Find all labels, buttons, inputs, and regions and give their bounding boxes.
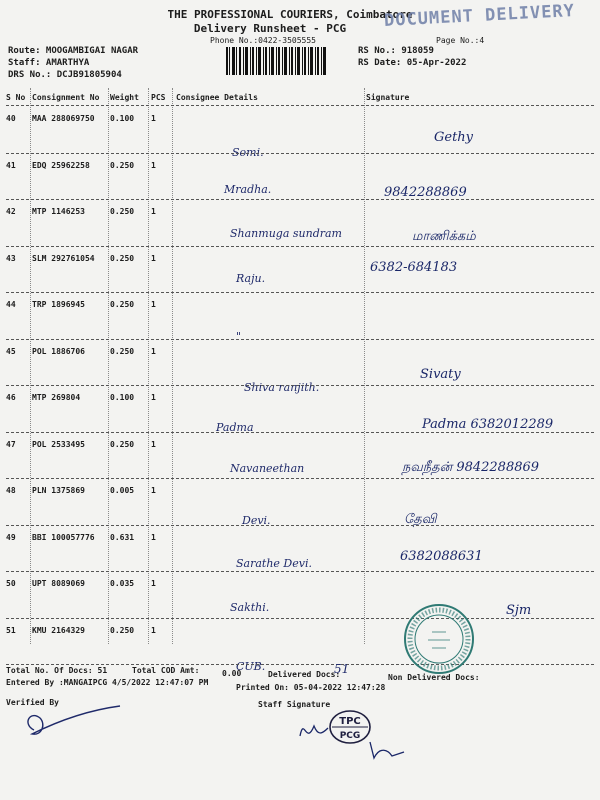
drs-number: DRS No.: DCJB91805904	[8, 70, 122, 80]
row-consignment: MTP 269804	[32, 393, 81, 402]
row-pcs: 1	[151, 300, 156, 309]
row-pcs: 1	[151, 579, 156, 588]
col-consignment: Consignment No	[32, 93, 100, 102]
column-divider	[108, 88, 109, 644]
row-pcs: 1	[151, 160, 156, 170]
row-sno: 42	[6, 207, 16, 216]
col-pcs: PCS	[151, 93, 166, 102]
route-label: Route: MOOGAMBIGAI NAGAR	[8, 46, 139, 56]
row-signature: Gethy	[434, 130, 474, 145]
row-signature: Padma 6382012289	[422, 417, 554, 432]
staff-signature-label: Staff Signature	[258, 700, 331, 709]
row-consignee: "	[236, 330, 242, 343]
document-delivery-stamp: DOCUMENT DELIVERY	[383, 1, 576, 31]
col-consignee: Consignee Details	[176, 93, 258, 102]
company-round-seal	[402, 602, 476, 676]
tpc-stamp-top: TPC	[339, 716, 361, 727]
row-divider	[6, 525, 594, 526]
row-divider	[6, 292, 594, 293]
tpc-stamp	[328, 708, 372, 746]
row-signature: 6382088631	[400, 548, 483, 564]
row-weight: 0.250	[110, 207, 135, 216]
col-signature: Signature	[366, 93, 410, 102]
row-consignment: UPT 8089069	[32, 579, 85, 588]
row-divider	[6, 664, 594, 665]
delivered-docs-value: 51	[334, 662, 350, 676]
row-weight: 0.100	[110, 393, 135, 402]
row-consignment: KMU 2164329	[32, 625, 85, 635]
row-sno: 50	[6, 579, 16, 588]
delivered-docs-label: Delivered Docs:	[268, 670, 341, 679]
row-pcs: 1	[151, 114, 156, 123]
row-pcs: 1	[151, 532, 156, 542]
row-sno: 45	[6, 346, 16, 356]
row-weight: 0.005	[110, 486, 135, 495]
row-pcs: 1	[151, 439, 156, 449]
row-signature: மாணிக்கம்	[412, 229, 476, 244]
row-signature: நவநீதன் 9842288869	[402, 459, 540, 475]
total-cod-value: 0.00	[222, 669, 242, 678]
verified-by-label: Verified By	[6, 698, 59, 707]
verifier-signature-image	[20, 700, 130, 740]
row-divider	[6, 199, 594, 200]
row-signature: 6382-684183	[370, 259, 458, 275]
row-weight: 0.250	[110, 253, 135, 263]
row-sno: 51	[6, 625, 16, 635]
row-pcs: 1	[151, 486, 156, 495]
barcode	[226, 47, 326, 75]
staff-label: Staff: AMARTHYA	[8, 58, 90, 68]
page-number: Page No.:4	[436, 36, 485, 45]
row-sno: 43	[6, 253, 16, 263]
column-divider	[148, 88, 149, 644]
row-signature: Sjm	[506, 603, 532, 618]
row-divider	[6, 385, 594, 386]
row-divider	[6, 339, 594, 340]
row-weight: 0.100	[110, 114, 135, 123]
row-weight: 0.250	[110, 439, 135, 449]
row-consignment: POL 1886706	[32, 346, 85, 356]
row-pcs: 1	[151, 346, 156, 356]
row-divider	[6, 478, 594, 479]
row-consignment: PLN 1375869	[32, 486, 85, 495]
row-pcs: 1	[151, 253, 156, 263]
row-signature: தேவி	[404, 512, 437, 527]
column-divider	[364, 88, 365, 644]
row-consignment: MAA 288069750	[32, 114, 95, 123]
row-sno: 47	[6, 439, 16, 449]
column-divider	[30, 88, 31, 644]
row-sno: 46	[6, 393, 16, 402]
row-consignee: CUB.	[236, 659, 266, 673]
row-signature: 9842288869	[384, 184, 467, 200]
non-delivered-label: Non Delivered Docs:	[388, 673, 480, 682]
row-sno: 41	[6, 160, 16, 170]
row-pcs: 1	[151, 207, 156, 216]
total-docs: Total No. Of Docs: 51	[6, 666, 108, 675]
row-consignee: Shanmuga sundram	[230, 227, 342, 240]
row-divider	[6, 153, 594, 154]
row-sno: 49	[6, 532, 16, 542]
row-consignee: Sarathe Devi.	[236, 556, 312, 570]
tpc-stamp-bottom: PCG	[339, 731, 361, 741]
row-weight: 0.250	[110, 160, 135, 170]
row-weight: 0.250	[110, 346, 135, 356]
row-consignee: Navaneethan	[230, 461, 305, 475]
col-weight: Weight	[110, 93, 139, 102]
row-sno: 44	[6, 300, 16, 309]
row-weight: 0.631	[110, 532, 135, 542]
row-consignment: EDQ 25962258	[32, 160, 90, 170]
row-consignee: Devi.	[242, 514, 271, 527]
row-pcs: 1	[151, 393, 156, 402]
phone-number: Phone No.:0422-3505555	[210, 36, 316, 45]
row-consignee: Shiva ranjith.	[244, 380, 320, 394]
rs-number: RS No.: 918059	[358, 46, 434, 56]
row-weight: 0.250	[110, 300, 135, 309]
row-sno: 40	[6, 114, 16, 123]
row-consignment: MTP 1146253	[32, 207, 85, 216]
row-divider	[6, 571, 594, 572]
col-sno: S No	[6, 93, 26, 102]
rs-date: RS Date: 05-Apr-2022	[358, 58, 467, 68]
row-signature: Sivaty	[420, 366, 461, 382]
row-consignee: Raju.	[236, 271, 266, 285]
row-sno: 48	[6, 486, 16, 495]
row-consignee: Mradha.	[224, 182, 272, 196]
row-consignee: Padma	[216, 421, 254, 434]
entered-by: Entered By :MANGAIPCG 4/5/2022 12:47:07 PM	[6, 678, 209, 687]
row-consignee: Somi.	[232, 146, 264, 159]
row-consignment: POL 2533495	[32, 439, 85, 449]
sheet-title: Delivery Runsheet - PCG	[193, 22, 347, 35]
column-divider	[172, 88, 173, 644]
row-consignee: Sakthi.	[230, 601, 270, 614]
company-title: THE PROFESSIONAL COURIERS, Coimbatore	[167, 8, 413, 21]
row-consignment: SLM 292761054	[32, 253, 95, 263]
row-weight: 0.035	[110, 579, 135, 588]
row-divider	[6, 618, 594, 619]
row-consignment: TRP 1896945	[32, 300, 85, 309]
header-divider	[6, 105, 594, 106]
printed-on: Printed On: 05-04-2022 12:47:28	[236, 683, 386, 692]
total-cod-label: Total COD Amt:	[132, 666, 200, 675]
row-weight: 0.250	[110, 625, 135, 635]
row-pcs: 1	[151, 625, 156, 635]
row-divider	[6, 246, 594, 247]
row-divider	[6, 432, 594, 433]
row-consignment: BBI 100057776	[32, 532, 95, 542]
